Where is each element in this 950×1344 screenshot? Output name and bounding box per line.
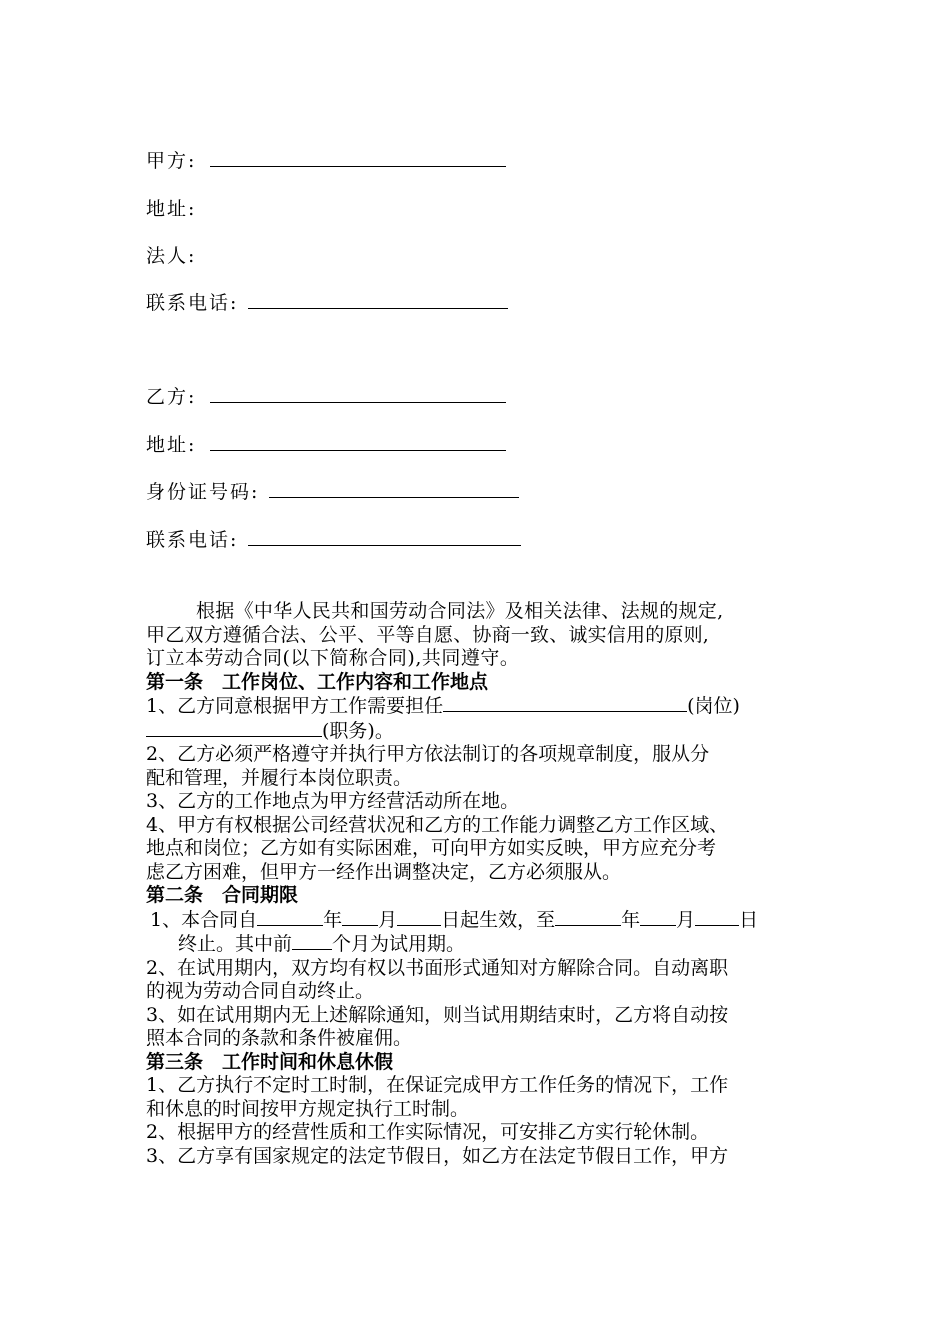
article-1-item-1-duty-text: (职务)。 — [322, 719, 394, 742]
party-b-id-label: 身份证号码: — [146, 481, 260, 503]
start-day-label: 日起生效，至 — [441, 908, 556, 931]
preamble-line-2: 甲乙双方遵循合法、公平、平等自愿、协商一致、诚实信用的原则, — [146, 623, 710, 646]
contract-body — [146, 600, 806, 1168]
party-a-phone-row — [146, 290, 508, 316]
party-a-legal-person-row — [146, 243, 196, 269]
party-a-address-row — [146, 196, 196, 222]
article-2-item-3-line-1: 3、如在试用期内无上述解除通知，则当试用期结束时，乙方将自动按 — [146, 1003, 729, 1026]
probation-prefix: 终止。其中前 — [178, 933, 293, 955]
article-3-item-1-line-2: 和休息的时间按甲方规定执行工时制。 — [146, 1097, 470, 1120]
article-1-heading: 第一条 工作岗位、工作内容和工作地点 — [146, 670, 489, 693]
article-1-item-1-duty — [146, 719, 806, 744]
article-1-item-4-line-3: 虑乙方困难，但甲方一经作出调整决定，乙方必须服从。 — [146, 860, 622, 883]
end-day-blank[interactable] — [695, 908, 739, 926]
party-b-address-row — [146, 432, 506, 458]
article-3-heading: 第三条 工作时间和休息休假 — [146, 1050, 394, 1073]
probation-suffix: 个月为试用期。 — [332, 933, 466, 955]
party-b-address-blank[interactable] — [210, 432, 506, 451]
party-a-phone-blank[interactable] — [248, 290, 508, 309]
article-2-item-2-line-2: 的视为劳动合同自动终止。 — [146, 980, 375, 1002]
article-1-item-1 — [146, 694, 806, 719]
start-day-blank[interactable] — [397, 908, 441, 926]
party-a-name-row — [146, 148, 506, 174]
article-1-item-4-line-1: 4、甲方有权根据公司经营状况和乙方的工作能力调整乙方工作区域、 — [146, 813, 729, 836]
end-year-blank[interactable] — [555, 908, 621, 926]
article-2-item-3-line-2: 照本合同的条款和条件被雇佣。 — [146, 1027, 413, 1049]
duty-blank[interactable] — [146, 719, 322, 737]
article-2-item-1 — [146, 908, 806, 933]
article-1-item-4-line-2: 地点和岗位；乙方如有实际困难，可向甲方如实反映，甲方应充分考 — [146, 837, 717, 859]
start-year-blank[interactable] — [257, 908, 323, 926]
party-b-id-blank[interactable] — [269, 479, 519, 498]
party-a-legal-person-label: 法人: — [146, 245, 197, 267]
preamble-line-1: 根据《中华人民共和国劳动合同法》及相关法律、法规的规定, — [196, 600, 724, 622]
article-1-item-1-post: (岗位) — [687, 695, 740, 717]
probation-months-blank[interactable] — [292, 932, 332, 950]
preamble-line-3: 订立本劳动合同(以下简称合同),共同遵守。 — [146, 647, 520, 669]
end-month-label: 月 — [676, 908, 696, 931]
article-2-item-1-start: 1、本合同自 — [150, 908, 258, 931]
party-b-name-row — [146, 384, 506, 410]
party-b-phone-row — [146, 527, 521, 553]
end-year-label: 年 — [621, 908, 641, 931]
article-3-item-3: 3、乙方享有国家规定的法定节假日，如乙方在法定节假日工作，甲方 — [146, 1144, 729, 1167]
party-b-name-blank[interactable] — [210, 384, 506, 403]
party-b-phone-blank[interactable] — [248, 527, 521, 546]
party-a-name-blank[interactable] — [210, 148, 506, 167]
article-3-item-1-line-1: 1、乙方执行不定时工时制，在保证完成甲方工作任务的情况下，工作 — [146, 1074, 729, 1096]
article-1-item-2-line-1: 2、乙方必须严格遵守并执行甲方依法制订的各项规章制度，服从分 — [146, 743, 710, 765]
article-1-item-2-line-2: 配和管理，并履行本岗位职责。 — [146, 766, 413, 789]
party-a-phone-label: 联系电话: — [146, 292, 239, 314]
article-1-item-1-prefix: 1、乙方同意根据甲方工作需要担任 — [146, 695, 444, 717]
article-3-item-2: 2、根据甲方的经营性质和工作实际情况，可安排乙方实行轮休制。 — [146, 1121, 710, 1143]
end-day-label: 日 — [739, 908, 759, 931]
party-b-name-label: 乙方: — [146, 386, 197, 408]
start-month-label: 月 — [378, 908, 398, 931]
article-2-item-1-cont — [146, 932, 806, 957]
party-b-phone-label: 联系电话: — [146, 529, 239, 551]
start-year-label: 年 — [323, 908, 343, 931]
party-b-id-row — [146, 479, 519, 505]
article-1-item-3: 3、乙方的工作地点为甲方经营活动所在地。 — [146, 790, 520, 812]
party-a-name-label: 甲方: — [146, 150, 197, 172]
article-2-item-2-line-1: 2、在试用期内，双方均有权以书面形式通知对方解除合同。自动离职 — [146, 956, 729, 979]
party-b-address-label: 地址: — [146, 434, 197, 456]
end-month-blank[interactable] — [640, 908, 676, 926]
position-blank[interactable] — [443, 694, 687, 712]
party-a-address-label: 地址: — [146, 198, 197, 220]
article-2-heading: 第二条 合同期限 — [146, 884, 299, 906]
start-month-blank[interactable] — [342, 908, 378, 926]
